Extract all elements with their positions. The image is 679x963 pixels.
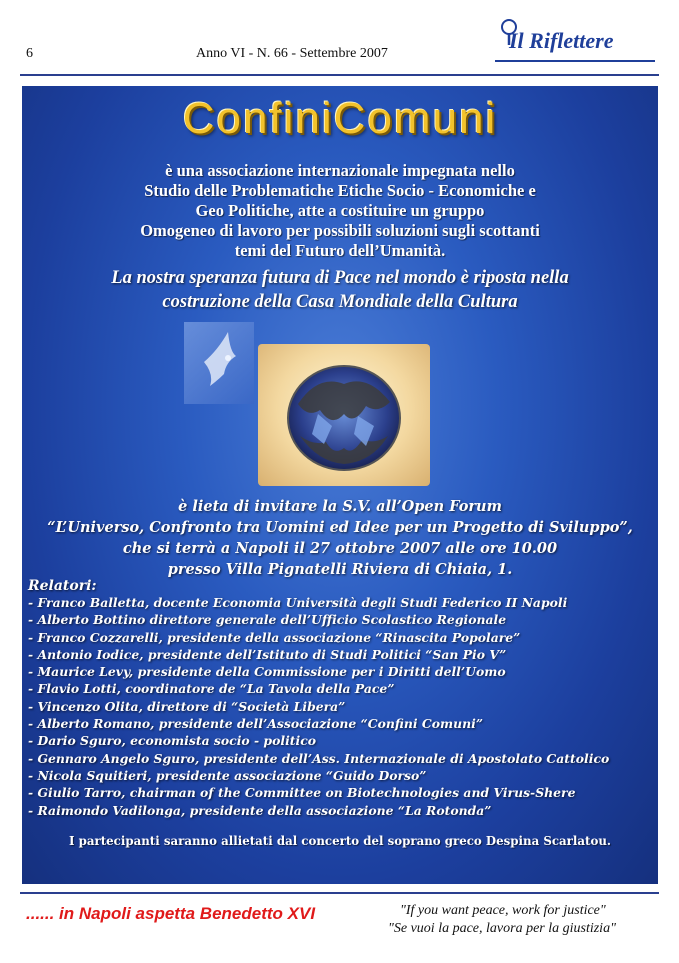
footer-headline: ...... in Napoli aspetta Benedetto XVI	[26, 904, 316, 923]
speaker-item: - Gennaro Angelo Sguro, presidente dell’Ass. Internazionale di Apostolato Cattolico	[28, 750, 610, 766]
intro-line: Omogeneo di lavoro per possibili soluzioni sugli scottanti	[140, 221, 540, 240]
intro-line: temi del Futuro dell’Umanità.	[234, 241, 446, 260]
footer-rule	[20, 892, 659, 894]
logo-underline	[495, 60, 655, 62]
invite-line: “L’Universo, Confronto tra Uomini ed Idee per un Progetto di Sviluppo”,	[47, 519, 633, 536]
invite-text	[42, 496, 638, 580]
issue-line: Anno VI - N. 66 - Settembre 2007	[196, 46, 388, 61]
dove-image	[184, 322, 254, 404]
intro-line: è una associazione internazionale impegnata nello	[165, 161, 515, 180]
speaker-item: - Maurice Levy, presidente della Commissione per i Diritti dell’Uomo	[28, 664, 506, 680]
magazine-logo	[495, 18, 655, 64]
invite-line: presso Villa Pignatelli Riviera di Chiaia, 1.	[167, 561, 513, 578]
intro-line: Geo Politiche, atte a costituire un gruppo	[195, 201, 485, 220]
speakers-list	[28, 594, 658, 819]
globe-emblem	[258, 344, 430, 486]
logo-text: Il Riflettere	[509, 28, 614, 53]
speaker-item: - Alberto Bottino direttore generale dell’Ufficio Scolastico Regionale	[28, 612, 507, 628]
quote-italian: "Se vuoi la pace, lavora per la giustizia"	[388, 921, 616, 936]
speaker-item: - Raimondo Vadilonga, presidente della associazione “La Rotonda”	[28, 802, 492, 818]
globe-emblem-graphic	[258, 344, 430, 486]
hope-line: La nostra speranza futura di Pace nel mondo è riposta nella	[111, 268, 569, 288]
speaker-item: - Giulio Tarro, chairman of the Committee on Biotechnologies and Virus-Shere	[28, 785, 576, 801]
speaker-item: - Vincenzo Olita, direttore di “Società Libera”	[28, 698, 346, 714]
speaker-item: - Alberto Romano, presidente dell’Associazione “Confini Comuni”	[28, 716, 483, 732]
poster-title: ConfiniComuni	[182, 94, 498, 143]
speaker-item: - Franco Cozzarelli, presidente della associazione “Rinascita Popolare”	[28, 629, 521, 645]
invite-line: è lieta di invitare la S.V. all’Open Forum	[178, 498, 502, 515]
intro-text	[62, 161, 618, 261]
hope-text	[42, 266, 638, 314]
speaker-item: - Nicola Squitieri, presidente associazione “Guido Dorso”	[28, 767, 427, 783]
concert-note: I partecipanti saranno allietati dal concerto del soprano greco Despina Scarlatou.	[68, 834, 612, 848]
header-rule	[20, 74, 659, 76]
intro-line: Studio delle Problematiche Etiche Socio - Economiche e	[144, 181, 536, 200]
invite-line: che si terrà a Napoli il 27 ottobre 2007 alle ore 10.00	[122, 540, 558, 557]
poster	[22, 86, 658, 884]
speaker-item: - Franco Balletta, docente Economia Università degli Studi Federico II Napoli	[28, 595, 568, 610]
speaker-item: - Flavio Lotti, coordinatore de “La Tavola della Pace”	[28, 681, 395, 697]
speakers-heading: Relatori:	[28, 578, 97, 594]
quote-english: "If you want peace, work for justice"	[400, 903, 606, 918]
page-number: 6	[26, 46, 33, 61]
speaker-item: - Antonio Iodice, presidente dell’Istituto di Studi Politici “San Pio V”	[28, 646, 507, 662]
speaker-item: - Dario Sguro, economista socio - politico	[28, 733, 317, 749]
hope-line: costruzione della Casa Mondiale della Cultura	[162, 292, 518, 312]
